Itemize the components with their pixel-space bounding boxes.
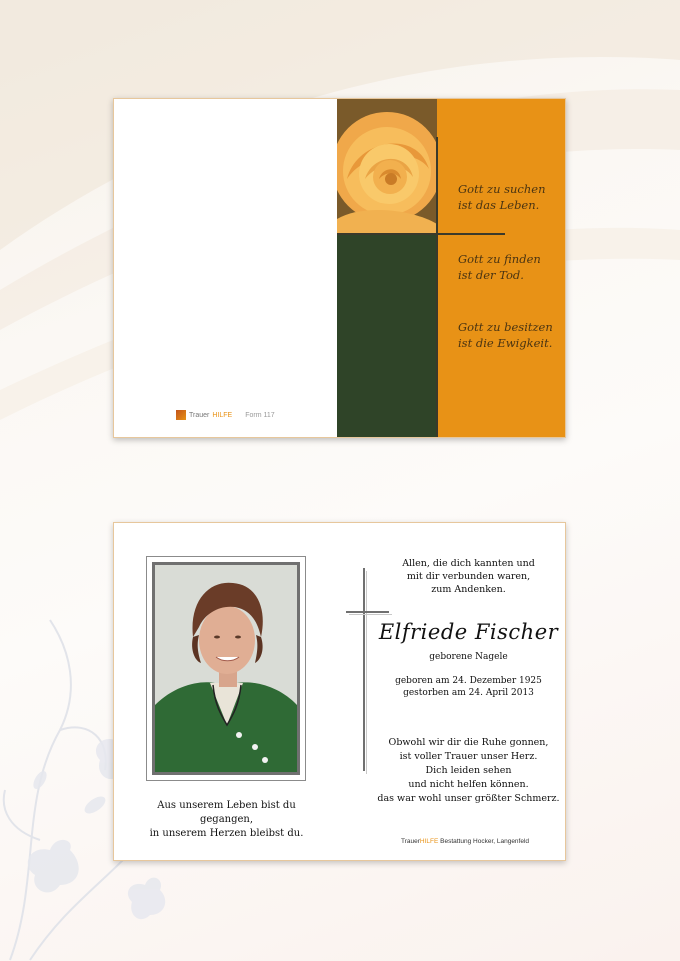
poem bbox=[376, 736, 561, 806]
verse-1-line-2: ist das Leben. bbox=[458, 198, 540, 212]
portrait-photo bbox=[155, 565, 297, 772]
verse-3-line-2: ist die Ewigkeit. bbox=[458, 336, 553, 350]
poem-line-4: und nicht helfen können. bbox=[408, 779, 529, 790]
intro-line-3: zum Andenken. bbox=[431, 584, 506, 595]
photo-frame bbox=[146, 556, 306, 781]
cross-bar bbox=[346, 611, 389, 613]
footer-rest: Bestattung Hocker, Langenfeld bbox=[438, 838, 530, 845]
logo-mark-icon bbox=[176, 410, 186, 420]
form-code: Form 117 bbox=[245, 411, 275, 419]
rose-photo bbox=[337, 99, 437, 234]
trauerhilfe-logo bbox=[176, 410, 275, 420]
verse-2-line-1: Gott zu finden bbox=[458, 252, 541, 266]
footer-imprint bbox=[401, 838, 529, 845]
photo-frame-inner bbox=[152, 562, 300, 775]
maiden-name: geborene Nagele bbox=[429, 652, 508, 662]
verse-3 bbox=[458, 319, 568, 351]
deceased-name: Elfriede Fischer bbox=[378, 620, 559, 644]
intro-line-1: Allen, die dich kannten und bbox=[402, 558, 535, 569]
poem-line-2: ist voller Trauer unser Herz. bbox=[399, 751, 538, 762]
cross-shadow-vertical bbox=[366, 571, 367, 774]
footer-brand-a: Trauer bbox=[401, 838, 420, 845]
verse-2-line-2: ist der Tod. bbox=[458, 268, 524, 282]
poem-line-5: das war wohl unser größter Schmerz. bbox=[377, 793, 560, 804]
intro-line-2: mit dir verbunden waren, bbox=[406, 571, 531, 582]
death-date: gestorben am 24. April 2013 bbox=[403, 688, 534, 698]
cross-icon bbox=[363, 568, 365, 771]
poem-line-3: Dich leiden sehen bbox=[425, 765, 512, 776]
cross-horizontal bbox=[337, 233, 505, 235]
motto bbox=[134, 799, 319, 841]
motto-line-1: Aus unserem Leben bist du gegangen, bbox=[157, 800, 296, 825]
poem-line-1: Obwohl wir dir die Ruhe gonnen, bbox=[388, 737, 549, 748]
card-front-blank-panel bbox=[114, 99, 337, 437]
footer-brand-b: HILFE bbox=[419, 838, 439, 845]
cross-shadow-horizontal bbox=[349, 614, 392, 615]
logo-brand-a: Trauer bbox=[189, 411, 210, 419]
verse-2 bbox=[458, 251, 568, 283]
rose-icon bbox=[337, 99, 437, 234]
motto-line-2: in unserem Herzen bleibst du. bbox=[149, 828, 304, 839]
verse-1-line-1: Gott zu suchen bbox=[458, 182, 546, 196]
life-dates bbox=[376, 675, 561, 699]
verse-1 bbox=[458, 181, 568, 213]
card-front bbox=[113, 98, 566, 438]
intro-text bbox=[376, 557, 561, 596]
verse-3-line-1: Gott zu besitzen bbox=[458, 320, 553, 334]
logo-brand-b: HILFE bbox=[212, 411, 233, 419]
birth-date: geboren am 24. Dezember 1925 bbox=[395, 676, 542, 686]
cross-vertical bbox=[436, 137, 438, 437]
green-panel bbox=[337, 234, 437, 437]
card-inside bbox=[113, 522, 566, 861]
